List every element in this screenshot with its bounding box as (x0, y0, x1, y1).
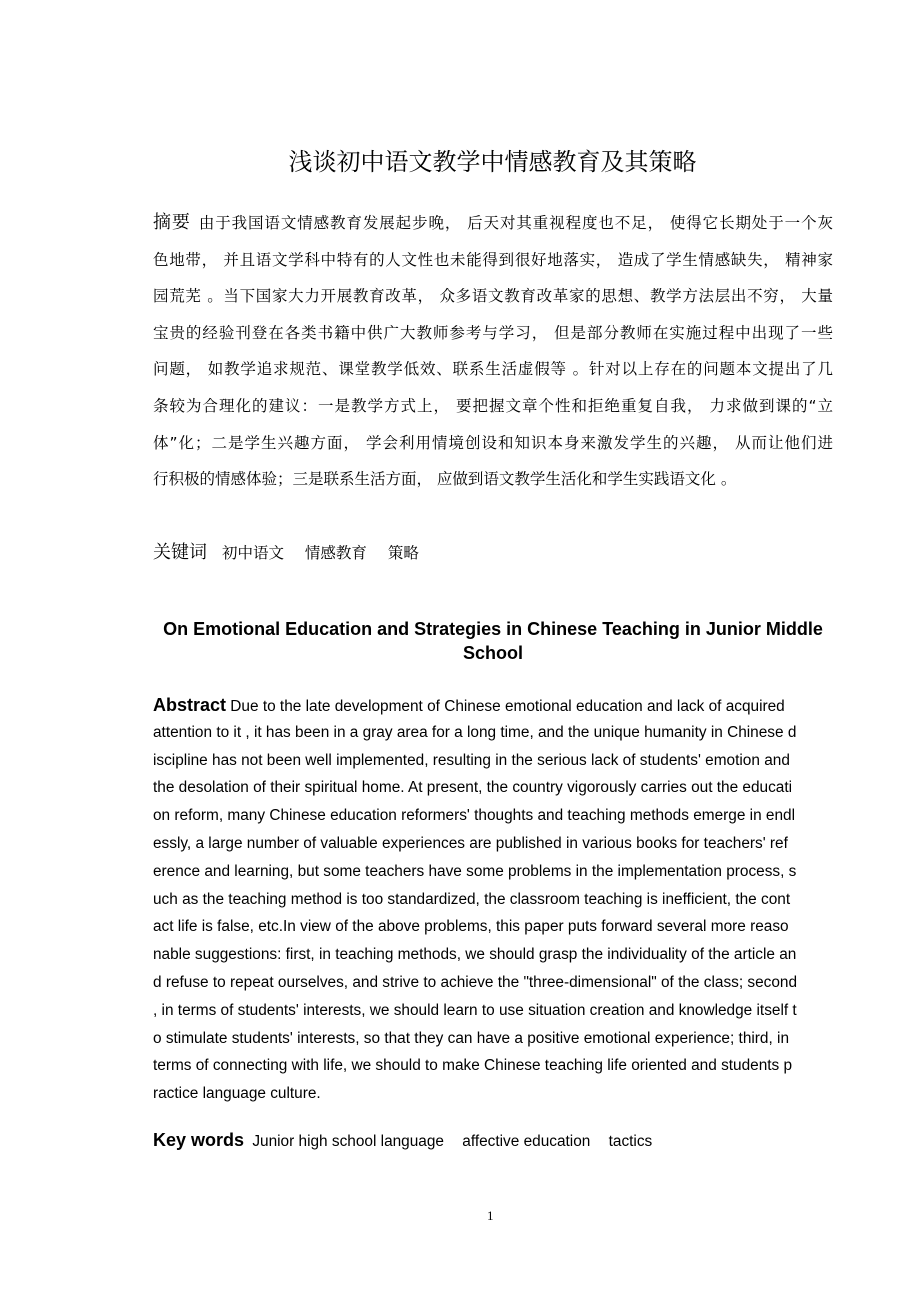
abstract-line (153, 999, 843, 1027)
abstract-line (153, 283, 833, 320)
page-title: 浅谈初中语文教学中情感教育及其策略 (288, 148, 697, 176)
abstract-line-text: 由于我国语文情感教育发展起步晚， 后天对其重视程度也不足， 使得它长期处于一个灰 (198, 214, 833, 232)
keyword: 情感教育 (304, 544, 367, 562)
abstract-line (153, 466, 833, 503)
abstract-line-text: Due to the late development of Chinese emotional education and lack of acquired (226, 698, 785, 715)
abstract-line (153, 888, 843, 916)
abstract-line-text: essly, a large number of valuable experiences are published in various books for teachers' ref (153, 834, 788, 852)
keyword: Junior high school language (252, 1133, 444, 1150)
abstract-line (153, 393, 833, 430)
abstract-line-text: erence and learning, but some teachers have some problems in the implementation process, s (153, 862, 797, 880)
chinese-abstract (153, 210, 833, 503)
abstract-line-text: attention to it , it has been in a gray area for a long time, and the unique humanity in Chinese d (153, 723, 797, 741)
abstract-line (153, 210, 833, 247)
abstract-line-text: 问题， 如教学追求规范、课堂教学低效、联系生活虚假等 。针对以上存在的问题本文提出了几 (153, 360, 833, 379)
abstract-line-text: terms of connecting with life, we should to make Chinese teaching life oriented and students p (153, 1057, 793, 1075)
abstract-line (153, 804, 843, 832)
abstract-line-text: nable suggestions: first, in teaching methods, we should grasp the individuality of the article an (153, 946, 797, 964)
abstract-line-text: 体”化；二是学生兴趣方面， 学会利用情境创设和知识本身来激发学生的兴趣， 从而让他们进 (153, 433, 833, 452)
chinese-keywords (153, 538, 435, 564)
abstract-line (153, 320, 833, 357)
abstract-line (153, 356, 833, 393)
abstract-line-text: o stimulate students' interests, so that they can have a positive emotional experience; third, in (153, 1029, 790, 1047)
abstract-line (153, 721, 843, 749)
abstract-line-text: , in terms of students' interests, we should learn to use situation creation and knowledge itself t (153, 1001, 797, 1019)
abstract-line-text: uch as the teaching method is too standardized, the classroom teaching is inefficient, the cont (153, 890, 791, 908)
abstract-line-text: d refuse to repeat ourselves, and strive to achieve the "three-dimensional" of the class; second (153, 973, 798, 991)
abstract-line (153, 693, 843, 721)
abstract-label: Abstract (153, 695, 227, 715)
keyword: tactics (608, 1133, 653, 1150)
abstract-line-text: 条较为合理化的建议：一是教学方式上， 要把握文章个性和拒绝重复自我， 力求做到课的“立 (153, 396, 833, 415)
abstract-line (153, 247, 833, 284)
abstract-line (153, 832, 843, 860)
abstract-line-text: 宝贵的经验刊登在各类书籍中供广大教师参考与学习， 但是部分教师在实施过程中出现了一些 (153, 323, 833, 342)
abstract-line-text: the desolation of their spiritual home. At present, the country vigorously carries out the educati (153, 779, 793, 797)
abstract-line-text: 行积极的情感体验；三是联系生活方面， 应做到语文教学生活化和学生实践语文化 。 (153, 470, 737, 489)
abstract-line (153, 915, 843, 943)
keyword: affective education (462, 1133, 591, 1150)
abstract-line (153, 971, 843, 999)
abstract-line-text: iscipline has not been well implemented, resulting in the serious lack of students' emotion and (153, 751, 790, 769)
keyword: 策略 (387, 544, 419, 562)
keywords-label: Key words (153, 1130, 245, 1150)
abstract-line-text: 色地带， 并且语文学科中特有的人文性也未能得到很好地落实， 造成了学生情感缺失， 精神家 (153, 250, 833, 269)
abstract-line (153, 776, 843, 804)
page-number: 1 (487, 1208, 494, 1223)
keyword: 初中语文 (221, 544, 284, 562)
abstract-line-text: 园荒芜 。当下国家大力开展教育改革， 众多语文教育改革家的思想、教学方法层出不穷， 大量 (153, 287, 833, 306)
abstract-line (153, 860, 843, 888)
abstract-label: 摘要 (153, 212, 191, 233)
abstract-line (153, 1082, 843, 1110)
abstract-line-text: ractice language culture. (153, 1085, 321, 1103)
english-keywords (153, 1130, 666, 1151)
abstract-line (153, 749, 843, 777)
abstract-line (153, 943, 843, 971)
english-abstract (153, 693, 843, 1110)
abstract-line (153, 430, 833, 467)
abstract-line-text: on reform, many Chinese education reformers' thoughts and teaching methods emerge in endl (153, 807, 796, 825)
abstract-line-text: act life is false, etc.In view of the above problems, this paper puts forward several more reaso (153, 918, 789, 936)
abstract-line (153, 1027, 843, 1055)
english-title: On Emotional Education and Strategies in Chinese Teaching in Junior Middle School (163, 619, 823, 663)
keywords-label: 关键词 (153, 542, 207, 563)
abstract-line (153, 1054, 843, 1082)
